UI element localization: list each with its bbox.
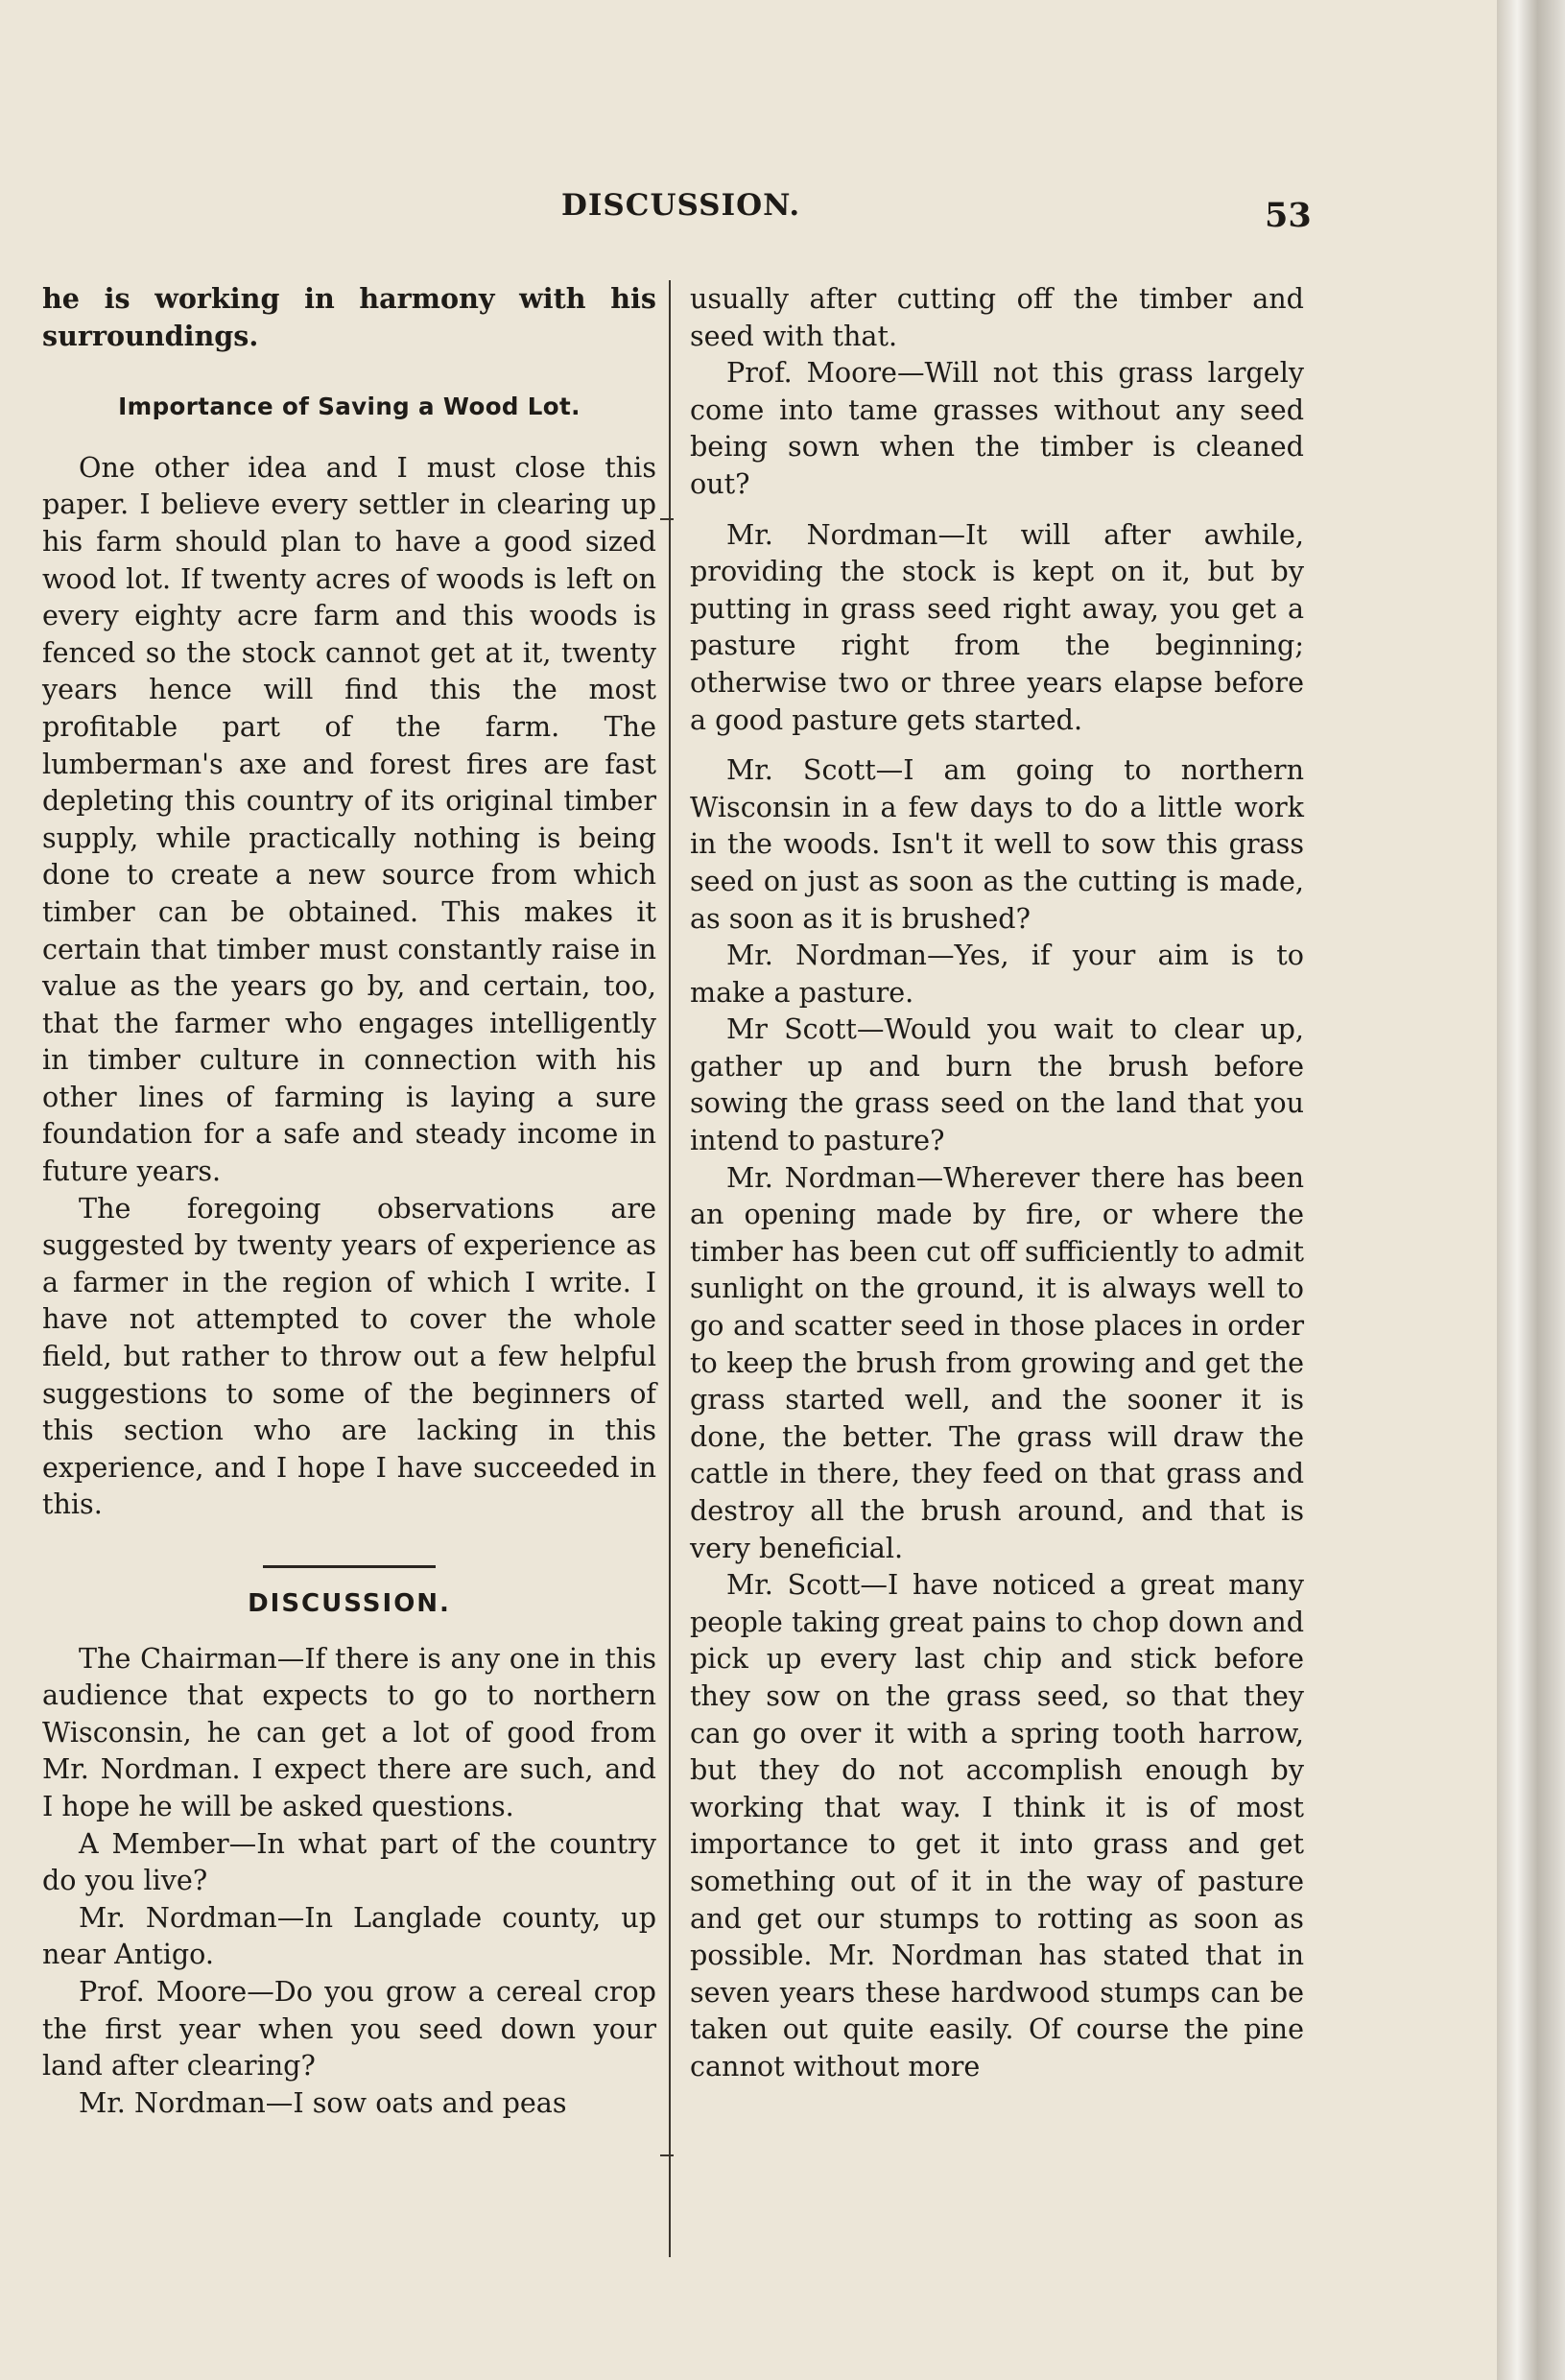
divider-tick [660, 518, 674, 520]
paragraph-scott-3: Mr. Scott—I have noticed a great many people taking great pains to chop down and pick up every last chip and stick before they sow on the grass seed, so that they can go over it with a spring tooth harrow, but they do not accomplish enough by working that way. I think it is of most importance to get it into grass and get something out of it in the way of pasture and get our stumps to rotting as soon as possible. Mr. Nordman has stated that in seven years these hardwood stumps can be taken out quite easily. Of course the pine cannot without more [690, 1568, 1304, 2082]
section-heading-discussion: DISCUSSION. [248, 1589, 451, 1618]
paragraph-continued: he is working in harmony with his surroundings. [42, 282, 656, 352]
paragraph-scott-1: Mr. Scott—I am going to northern Wisconsin in a few days to do a little work in the woods. Isn't it well to sow this grass seed on just as soon as the cutting is made, as soon as it is brushed? [690, 753, 1304, 935]
book-spine-edge [1497, 0, 1565, 2380]
paragraph-nordman-3: Mr. Nordman—It will after awhile, providing the stock is kept on it, but by putting in grass seed right away, you get a pasture right from the beginning; otherwise two or three years elapse before a good pasture gets started. [690, 517, 1304, 736]
column-divider [669, 280, 671, 2257]
paragraph-nordman-4: Mr. Nordman—Yes, if your aim is to make a pasture. [690, 939, 1304, 1009]
paragraph-moore-2: Prof. Moore—Will not this grass largely come into tame grasses without any seed being sown when the timber is cleaned out? [690, 356, 1304, 500]
paragraph-wood-lot: One other idea and I must close this paper. I believe every settler in clearing up his farm should plan to have a good sized wood lot. If twenty acres of woods is left on every eighty acre farm and this woods is fenced so the stock cannot get at it, twenty years hence will find this the most profitable part of the farm. The lumberman's axe and forest fires are fast depleting this country of its original timber supply, while practically nothing is being done to create a new source from which timber can be obtained. This makes it certain that timber must constantly raise in value as the years go by, and certain, too, that the farmer who engages intelligently in timber culture in connection with his other lines of farming is laying a sure foundation for a safe and steady income in future years. [42, 450, 656, 1188]
paragraph-continued-right: usually after cutting off the timber and seed with that. [690, 282, 1304, 352]
right-column [690, 280, 1304, 2085]
paragraph-nordman-2: Mr. Nordman—I sow oats and peas [79, 2085, 567, 2119]
paragraph-scott-2: Mr Scott—Would you wait to clear up, gather up and burn the brush before sowing the grass seed on the land that you intend to pasture? [690, 1012, 1304, 1157]
divider-tick [660, 2154, 674, 2156]
paragraph-chairman: The Chairman—If there is any one in this audience that expects to go to northern Wisconsin, he can get a lot of good from Mr. Nordman. I expect there are such, and I hope he will be asked questions. [42, 1641, 656, 1822]
paragraph-member: A Member—In what part of the country do you live? [42, 1826, 656, 1897]
page-number: 53 [1265, 196, 1312, 235]
paragraph-moore-1: Prof. Moore—Do you grow a cereal crop the first year when you seed down your land after clearing? [42, 1974, 656, 2082]
left-column [42, 280, 656, 2121]
section-heading-wood-lot: Importance of Saving a Wood Lot. [118, 393, 581, 421]
paragraph-nordman-5: Mr. Nordman—Wherever there has been an opening made by fire, or where the timber has been cut off sufficiently to admit sunlight on the ground, it is always well to go and scatter seed in those places in order to keep the brush from growing and get the grass started well, and the sooner it is done, the better. The grass will draw the cattle in there, they feed on that grass and destroy all the brush around, and that is very beneficial. [690, 1160, 1304, 1564]
section-rule [263, 1565, 436, 1568]
paragraph-foregoing: The foregoing observations are suggested by twenty years of experience as a farmer in the region of which I write. I have not attempted to cover the whole field, but rather to throw out a few helpful suggestions to some of the beginners of this section who are lacking in this experience, and I hope I have succeeded in this. [42, 1191, 656, 1521]
paragraph-nordman-1: Mr. Nordman—In Langlade county, up near Antigo. [42, 1900, 656, 1971]
running-header: DISCUSSION. [561, 188, 801, 223]
